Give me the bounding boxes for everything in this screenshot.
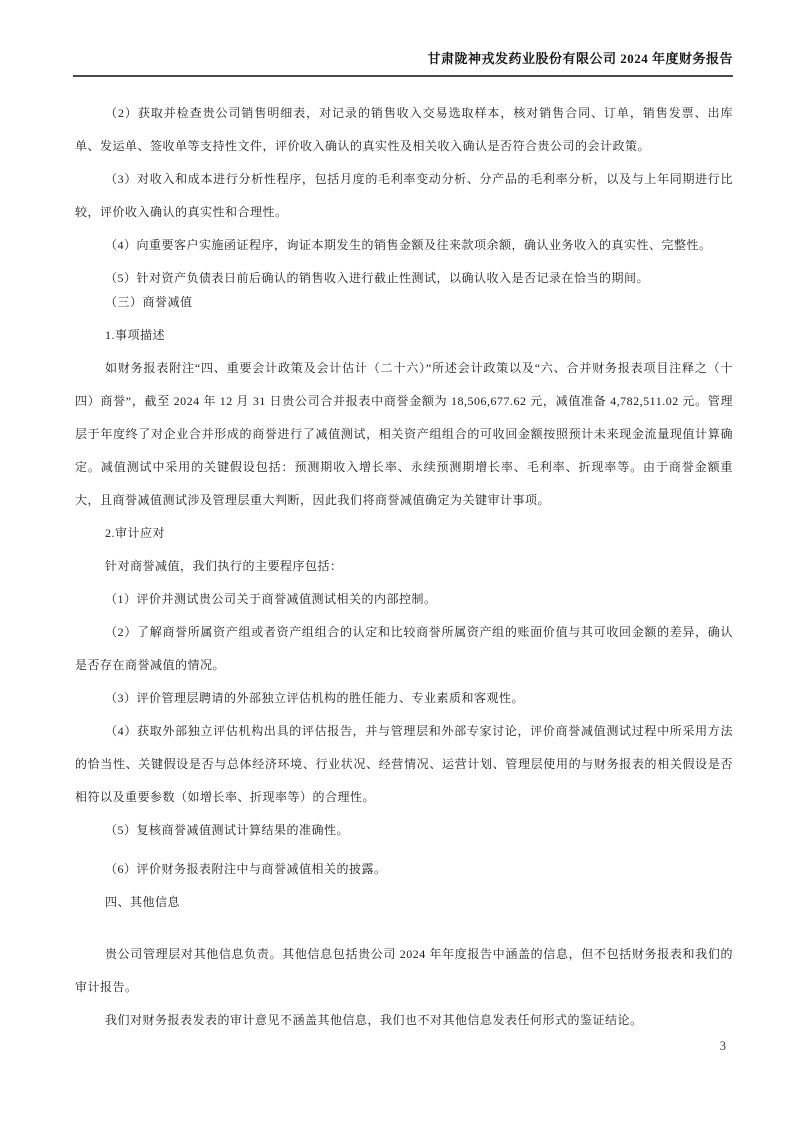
para-goodwill-procedure-2: （2）了解商誉所属资产组或者资产组组合的认定和比较商誉所属资产组的账面价值与其可收回金额的差异，确认是否存在商誉减值的情况。 [75, 625, 733, 672]
heading-audit-response: 2.审计应对 [105, 526, 166, 540]
para-revenue-procedure-5: （5）针对资产负债表日前后确认的销售收入进行截止性测试，以确认收入是否记录在恰当的期间。 [105, 271, 650, 285]
heading-other-information: 四、其他信息 [105, 895, 181, 909]
para-goodwill-procedure-5: （5）复核商誉减值测试计算结果的准确性。 [105, 823, 350, 837]
heading-matter-description: 1.事项描述 [105, 328, 166, 342]
para-goodwill-procedure-3: （3）评价管理层聘请的外部独立评估机构的胜任能力、专业素质和客观性。 [105, 691, 525, 705]
para-audit-response-intro: 针对商誉减值，我们执行的主要程序包括： [105, 559, 343, 573]
para-goodwill-procedure-6: （6）评价财务报表附注中与商誉减值相关的披露。 [105, 862, 387, 876]
report-header-title: 甘肃陇神戎发药业股份有限公司 2024 年度财务报告 [427, 51, 733, 66]
page-number: 3 [719, 1039, 726, 1053]
page-header [73, 48, 733, 77]
para-other-info-responsibility: 贵公司管理层对其他信息负责。其他信息包括贵公司 2024 年年度报告中涵盖的信息，但不包括财务报表和我们的审计报告。 [75, 947, 733, 994]
heading-goodwill-impairment: （三）商誉减值 [105, 295, 193, 309]
para-revenue-procedure-3: （3）对收入和成本进行分析性程序，包括月度的毛利率变动分析、分产品的毛利率分析，以及与上年同期进行比较，评价收入确认的真实性和合理性。 [75, 172, 733, 219]
para-revenue-procedure-2: （2）获取并检查贵公司销售明细表，对记录的销售收入交易选取样本，核对销售合同、订单，销售发票、出库单、发运单、签收单等支持性文件，评价收入确认的真实性及相关收入确认是否符合贵公司的会计政策。 [75, 106, 733, 153]
para-goodwill-procedure-4: （4）获取外部独立评估机构出具的评估报告，并与管理层和外部专家讨论，评价商誉减值测试过程中所采用方法的恰当性、关键假设是否与总体经济环境、行业状况、经营情况、运营计划、管理层使用的与财务报表的相关假设是否相符以及重要参数（如增长率、折现率等）的合理性。 [75, 724, 733, 804]
para-goodwill-description: 如财务报表附注“四、重要会计政策及会计估计（二十六）”所述会计政策以及“六、合并财务报表项目注释之（十四）商誉”，截至 2024 年 12 月 31 日贵公司合并报表中商誉金额为 18,506,677.62 元，减值准备 4,782,511.02 元。管理层于年度终了对企业合并形成的商誉进行了减值测试，相关资产组组合的可收回金额按照预计未来现金流量现值计算确定。减值测试中采用的关键假设包括：预测期收入增长率、永续预测期增长率、毛利率、折现率等。由于商誉金额重大，且商誉减值测试涉及管理层重大判断，因此我们将商誉减值确定为关键审计事项。 [75, 361, 733, 507]
para-revenue-procedure-4: （4）向重要客户实施函证程序，询证本期发生的销售金额及往来款项余额，确认业务收入的真实性、完整性。 [105, 238, 712, 252]
para-goodwill-procedure-1: （1）评价并测试贵公司关于商誉减值测试相关的内部控制。 [105, 592, 437, 606]
document-body [75, 97, 733, 1037]
para-other-info-opinion: 我们对财务报表发表的审计意见不涵盖其他信息，我们也不对其他信息发表任何形式的鉴证结论。 [105, 1013, 643, 1027]
